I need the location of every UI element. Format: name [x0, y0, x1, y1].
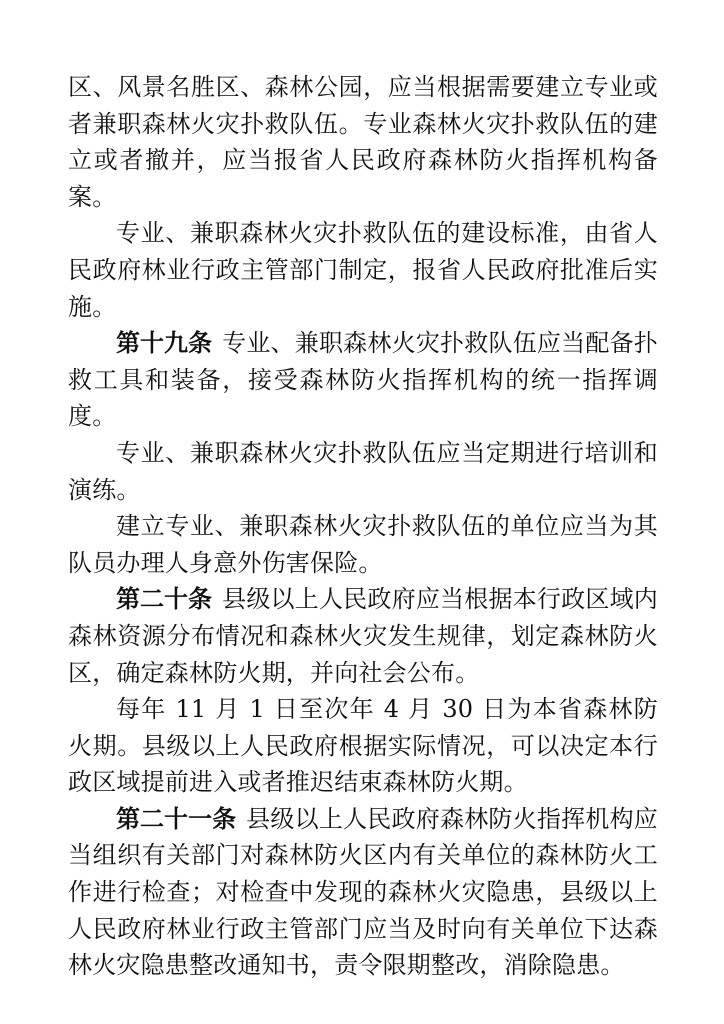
- article-21-paragraph: [68, 801, 658, 984]
- paragraph-5: [68, 508, 658, 581]
- paragraph-text: 县级以上人民政府应当根据本行政区域内森林资源分布情况和森林火灾发生规律，划定森林防火区，确定森林防火期，并向社会公布。: [68, 585, 658, 687]
- paragraph-text: 县级以上人民政府森林防火指挥机构应当组织有关部门对森林防火区内有关单位的森林防火工作进行检查；对检查中发现的森林火灾隐患，县级以上人民政府林业行政主管部门应当及时向有关单位下达森林火灾隐患整改通知书，责令限期整改，消除隐患。: [68, 804, 658, 980]
- paragraph-1: [68, 69, 658, 215]
- article-19-paragraph: [68, 325, 658, 435]
- article-number: 第二十条: [116, 585, 213, 614]
- article-number: 第二十一条: [116, 804, 237, 833]
- paragraph-text: 专业、兼职森林火灾扑救队伍的建设标准，由省人民政府林业行政主管部门制定，报省人民政府批准后实施。: [68, 219, 658, 321]
- paragraph-4: [68, 435, 658, 508]
- document-page: [68, 69, 658, 984]
- article-number: 第十九条: [116, 329, 213, 358]
- paragraph-text: 专业、兼职森林火灾扑救队伍应当定期进行培训和演练。: [68, 438, 658, 504]
- paragraph-text: 区、风景名胜区、森林公园，应当根据需要建立专业或者兼职森林火灾扑救队伍。专业森林火灾扑救队伍的建立或者撤并，应当报省人民政府森林防火指挥机构备案。: [68, 73, 658, 211]
- paragraph-2: [68, 215, 658, 325]
- paragraph-7: [68, 691, 658, 801]
- paragraph-text: 建立专业、兼职森林火灾扑救队伍的单位应当为其队员办理人身意外伤害保险。: [68, 512, 658, 577]
- paragraph-text: 专业、兼职森林火灾扑救队伍应当配备扑救工具和装备，接受森林防火指挥机构的统一指挥调度。: [68, 329, 658, 431]
- paragraph-text: 每年 11 月 1 日至次年 4 月 30 日为本省森林防火期。县级以上人民政府根据实际情况，可以决定本行政区域提前进入或者推迟结束森林防火期。: [68, 695, 658, 797]
- article-20-paragraph: [68, 581, 658, 691]
